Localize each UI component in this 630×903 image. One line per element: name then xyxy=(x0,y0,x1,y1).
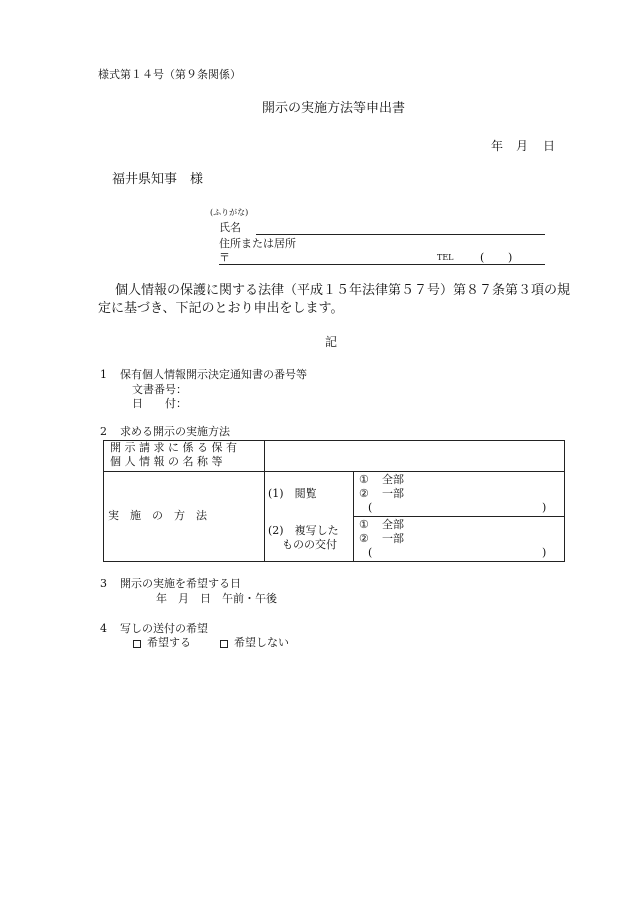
option1-paren-close: ) xyxy=(542,501,547,514)
section-1-heading: 保有個人情報開示決定通知書の番号等 xyxy=(120,368,307,381)
section-1-number: 1 xyxy=(100,368,107,381)
option-copy-label-line1: (2) 複写した xyxy=(268,524,339,537)
option1-choice1-all[interactable]: 全部 xyxy=(382,473,404,486)
addressee: 福井県知事 様 xyxy=(112,172,204,187)
page-title: 開示の実施方法等申出書 xyxy=(262,101,406,116)
info-name-label-line2: 個 人 情 報 の 名 称 等 xyxy=(110,455,223,468)
option2-choice1-mark[interactable]: ① xyxy=(359,518,369,531)
info-name-label-line1: 開 示 請 求 に 係 る 保 有 xyxy=(110,441,237,454)
tel-paren-open: ( xyxy=(480,251,485,264)
body-line-1: 個人情報の保護に関する法律（平成１５年法律第５７号）第８７条第３項の規 xyxy=(115,283,571,298)
option1-paren-open: ( xyxy=(368,501,373,514)
checkbox-no-copy[interactable] xyxy=(220,640,228,648)
option1-choice2-partial[interactable]: 一部 xyxy=(382,487,404,500)
name-underline[interactable] xyxy=(256,234,545,235)
section-3-number: 3 xyxy=(100,577,107,590)
option2-paren-close: ) xyxy=(542,546,547,559)
section-3-heading: 開示の実施を希望する日 xyxy=(120,577,241,590)
section-4-number: 4 xyxy=(100,622,107,635)
form-number: 様式第１４号（第９条関係） xyxy=(98,68,241,81)
option-inspection-label: (1) 閲覧 xyxy=(268,487,317,500)
tel-paren-close: ) xyxy=(508,251,513,264)
section-4-heading: 写しの送付の希望 xyxy=(120,622,208,635)
section-2-heading: 求める開示の実施方法 xyxy=(120,425,230,438)
day-label: 日 xyxy=(543,139,556,153)
section-2-number: 2 xyxy=(100,425,107,438)
option-copy-label-line2: ものの交付 xyxy=(282,538,337,551)
address-label: 住所または居所 xyxy=(219,237,296,250)
option-no-copy-label: 希望しない xyxy=(234,636,289,649)
option2-choice1-all[interactable]: 全部 xyxy=(382,518,404,531)
option1-choice1-mark[interactable]: ① xyxy=(359,473,369,486)
month-label: 月 xyxy=(516,139,529,153)
option2-paren-open: ( xyxy=(368,546,373,559)
doc-number-label: 文書番号： xyxy=(132,383,187,396)
option2-choice2-mark[interactable]: ② xyxy=(359,532,369,545)
desired-date-line[interactable]: 年 月 日 午前・午後 xyxy=(156,592,277,605)
ki-heading: 記 xyxy=(325,335,338,349)
furigana-label: (ふりがな) xyxy=(210,208,249,217)
checkbox-want-copy[interactable] xyxy=(133,640,141,648)
tel-label: TEL xyxy=(437,253,454,262)
method-label: 実 施 の 方 法 xyxy=(108,509,207,522)
body-line-2: 定に基づき、下記のとおり申出をします。 xyxy=(98,301,344,316)
name-label: 氏名 xyxy=(219,221,241,234)
option2-choice2-partial[interactable]: 一部 xyxy=(382,532,404,545)
postal-mark: 〒 xyxy=(219,251,230,264)
notice-date-label: 日 付： xyxy=(132,397,187,410)
option-want-copy-label: 希望する xyxy=(147,636,191,649)
address-underline[interactable] xyxy=(219,264,545,265)
info-name-field[interactable] xyxy=(266,443,562,469)
option1-choice2-mark[interactable]: ② xyxy=(359,487,369,500)
year-label: 年 xyxy=(491,139,504,153)
